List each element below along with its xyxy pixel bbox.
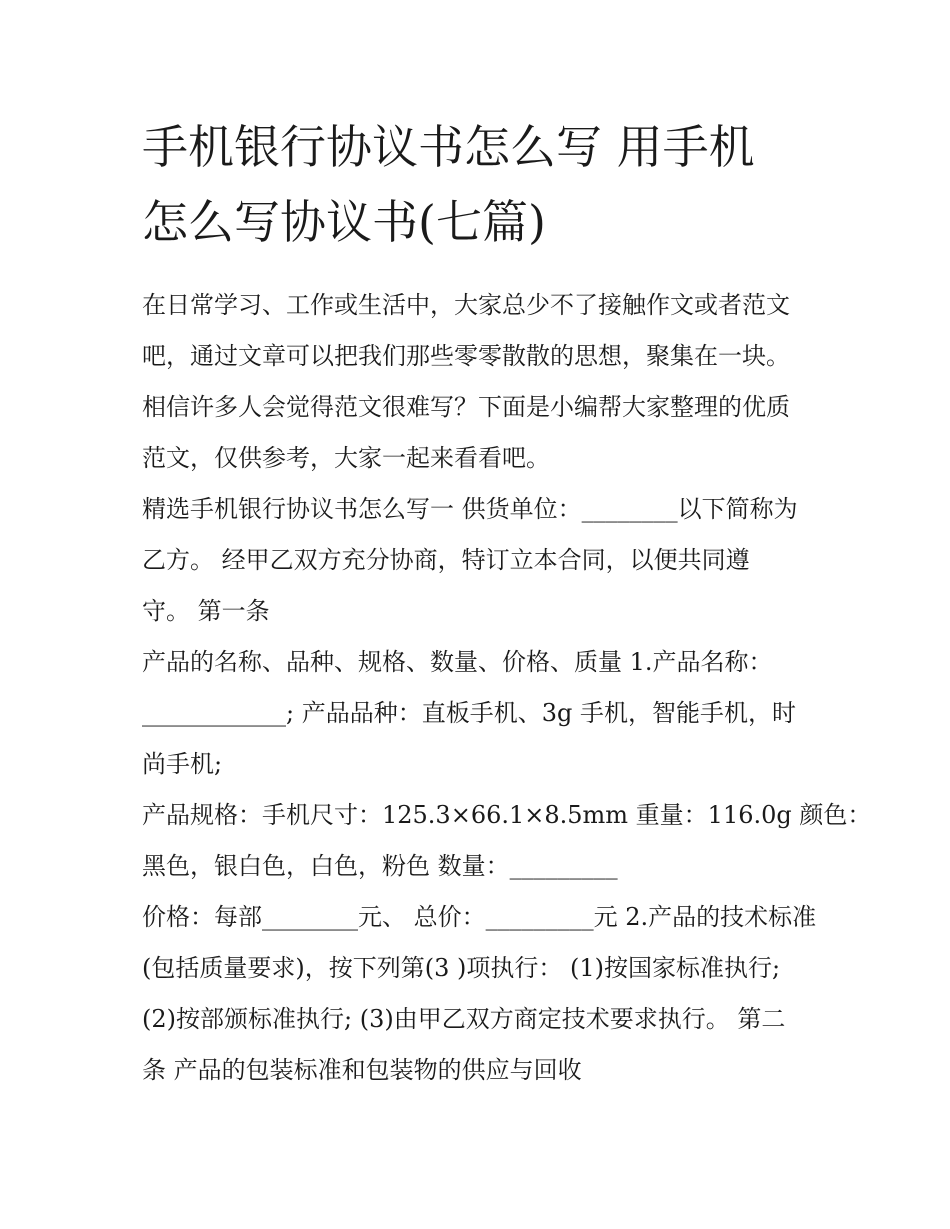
body-line: 范文，仅供参考，大家一起来看看吧。 [142,444,550,472]
title-line-2: 怎么写协议书(七篇) [142,195,546,249]
body-line: 产品的名称、品种、规格、数量、价格、质量 1.产品名称： [142,648,773,676]
body-line: 产品规格：手机尺寸：125.3×66.1×8.5mm 重量：116.0g 颜色： [142,801,872,829]
body-line: ____________; 产品品种：直板手机、3g 手机，智能手机，时 [142,699,796,727]
body-line: 尚手机; [142,750,223,778]
body-line: 价格：每部________元、 总价：_________元 2.产品的技术标准 [142,903,817,931]
body-line: 条 产品的包装标准和包装物的供应与回收 [142,1056,582,1084]
body-line: (2)按部颁标准执行; (3)由甲乙双方商定技术要求执行。 第二 [142,1005,786,1033]
body-line: 黑色，银白色，白色，粉色 数量：_________ [142,852,618,880]
body-line: 守。 第一条 [142,597,270,625]
body-line: 相信许多人会觉得范文很难写？下面是小编帮大家整理的优质 [142,393,790,421]
body-line: 在日常学习、工作或生活中，大家总少不了接触作文或者范文 [142,291,790,319]
body-line: 吧，通过文章可以把我们那些零零散散的思想，聚集在一块。 [142,342,790,370]
document-page [142,110,872,1096]
body-line: (包括质量要求)，按下列第(3 )项执行： (1)按国家标准执行; [142,954,781,982]
body-line: 乙方。 经甲乙双方充分协商，特订立本合同，以便共同遵 [142,546,750,574]
title-line-1: 手机银行协议书怎么写 用手机 [142,120,755,174]
body-line: 精选手机银行协议书怎么写一 供货单位：________以下简称为 [142,495,798,523]
document-title [142,110,814,260]
document-body [142,280,872,1096]
